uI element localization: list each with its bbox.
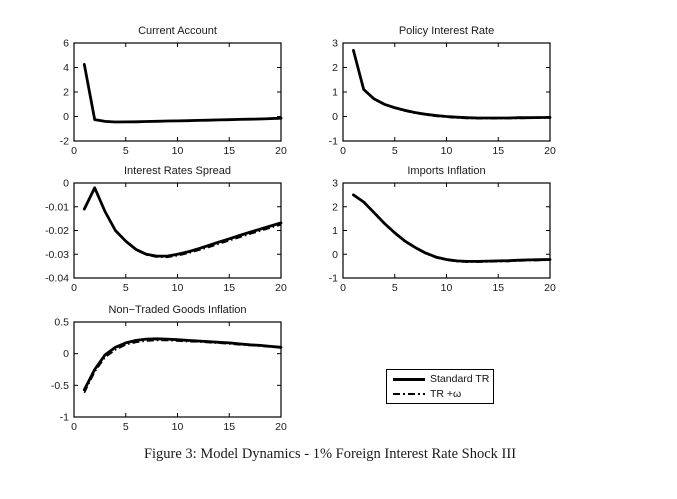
x-axis-tick-label: 15 xyxy=(223,421,236,433)
y-axis-tick-label: 0.5 xyxy=(54,316,69,329)
y-axis-tick-label: -1 xyxy=(328,272,338,285)
x-axis-tick-label: 5 xyxy=(122,145,129,157)
x-axis-tick-label: 0 xyxy=(71,145,77,157)
y-axis-tick-label: 4 xyxy=(63,62,69,74)
x-axis-tick-label: 0 xyxy=(340,145,346,157)
axis-box xyxy=(74,183,281,278)
y-axis-tick-label: 3 xyxy=(332,177,338,190)
x-axis-tick-label: 10 xyxy=(171,421,184,433)
solid-line-icon xyxy=(393,378,425,381)
x-axis-tick-label: 10 xyxy=(440,282,453,294)
axis-box xyxy=(74,322,281,417)
legend-item-tr-omega xyxy=(393,388,493,400)
y-axis-tick-label: -0.04 xyxy=(45,272,69,285)
line-standard-tr xyxy=(84,188,281,256)
axis-box xyxy=(343,183,550,278)
subplot-policy-interest-rate xyxy=(329,25,556,157)
y-axis-tick-label: 2 xyxy=(332,201,338,214)
y-axis-tick-label: 6 xyxy=(63,37,69,50)
x-axis-tick-label: 0 xyxy=(71,421,77,433)
subplot-current-account xyxy=(60,25,287,157)
axis-box xyxy=(343,43,550,141)
line-tr-omega xyxy=(353,50,550,118)
x-axis-tick-label: 20 xyxy=(275,282,287,294)
subplot-title: Non−Traded Goods Inflation xyxy=(108,304,247,316)
y-axis-tick-label: -0.03 xyxy=(45,248,69,261)
y-axis-tick-label: -1 xyxy=(328,135,338,148)
legend-label-standard-tr: Standard TR xyxy=(430,373,490,385)
x-axis-tick-label: 10 xyxy=(440,145,453,157)
x-axis-tick-label: 15 xyxy=(223,282,236,294)
y-axis-tick-label: 0 xyxy=(332,111,338,123)
y-axis-tick-label: -2 xyxy=(59,135,69,148)
line-standard-tr xyxy=(353,50,550,118)
x-axis-tick-label: 5 xyxy=(391,145,398,157)
line-standard-tr xyxy=(84,64,281,122)
line-tr-omega xyxy=(353,195,550,262)
subplot-interest-rates-spread xyxy=(45,165,287,294)
y-axis-tick-label: -0.02 xyxy=(45,225,69,237)
y-axis-tick-label: -0.5 xyxy=(50,379,69,392)
x-axis-tick-label: 10 xyxy=(171,145,184,157)
y-axis-tick-label: 0 xyxy=(63,177,69,190)
x-axis-tick-label: 5 xyxy=(391,282,398,294)
x-axis-tick-label: 15 xyxy=(223,145,236,157)
legend-item-standard-tr xyxy=(393,373,493,385)
subplot-title: Current Account xyxy=(138,25,217,37)
subplot-non-traded-goods-inflation xyxy=(51,304,287,433)
line-standard-tr xyxy=(84,339,281,390)
y-axis-tick-label: 1 xyxy=(332,86,338,99)
y-axis-tick-label: 0 xyxy=(332,248,338,261)
x-axis-tick-label: 20 xyxy=(275,421,287,433)
x-axis-tick-label: 20 xyxy=(544,145,556,157)
x-axis-tick-label: 5 xyxy=(122,421,129,433)
x-axis-tick-label: 20 xyxy=(275,145,287,157)
subplot-title: Imports Inflation xyxy=(407,165,486,177)
y-axis-tick-label: 0 xyxy=(63,348,69,361)
y-axis-tick-label: 1 xyxy=(332,225,338,237)
x-axis-tick-label: 5 xyxy=(122,282,129,294)
y-axis-tick-label: -1 xyxy=(59,411,69,424)
x-axis-tick-label: 10 xyxy=(171,282,184,294)
y-axis-tick-label: -0.01 xyxy=(45,201,69,214)
line-tr-omega xyxy=(84,188,281,257)
y-axis-tick-label: 2 xyxy=(332,62,338,74)
y-axis-tick-label: 2 xyxy=(63,86,69,99)
subplot-title: Interest Rates Spread xyxy=(123,165,232,177)
x-axis-tick-label: 15 xyxy=(492,145,505,157)
subplot-title: Policy Interest Rate xyxy=(398,25,495,37)
legend-label-tr-omega: TR +ω xyxy=(430,388,462,400)
dash-dot-line-icon xyxy=(393,393,425,395)
axis-box xyxy=(74,43,281,141)
x-axis-tick-label: 20 xyxy=(544,282,556,294)
figure-caption: Figure 3: Model Dynamics - 1% Foreign Interest Rate Shock III xyxy=(143,446,517,462)
line-standard-tr xyxy=(353,195,550,262)
y-axis-tick-label: 0 xyxy=(63,111,69,123)
subplot-imports-inflation xyxy=(329,165,556,294)
y-axis-tick-label: 3 xyxy=(332,37,338,50)
x-axis-tick-label: 15 xyxy=(492,282,505,294)
line-tr-omega xyxy=(84,64,281,122)
x-axis-tick-label: 0 xyxy=(71,282,77,294)
x-axis-tick-label: 0 xyxy=(340,282,346,294)
legend-box xyxy=(386,369,494,404)
